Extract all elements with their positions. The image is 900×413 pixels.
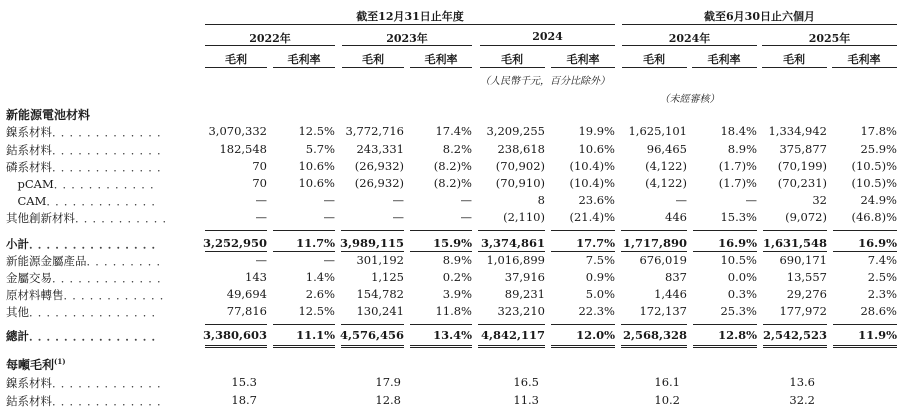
total-bottom-rule [273, 345, 335, 346]
row-leader-dots: ．．．．．．．．．．．．． [52, 160, 172, 174]
cell-value: 15.3% [720, 210, 757, 224]
cell-value: 15.9% [433, 236, 472, 250]
table-row [0, 210, 900, 226]
subtotal-bottom-rule [205, 251, 267, 252]
cell-value: 3,374,861 [480, 236, 545, 250]
cell-value: 16.9% [718, 236, 757, 250]
cell-value: (70,231) [777, 176, 827, 190]
total-bottom-rule [833, 347, 897, 348]
total-bottom-rule [621, 347, 687, 348]
row-label [6, 193, 166, 209]
period-rule-2022 [205, 45, 335, 46]
row-label-text: 鎳系材料 [6, 125, 52, 139]
cell-value: 11.9% [858, 328, 897, 342]
cell-value: 3,209,255 [486, 124, 545, 138]
cell-value: 13,557 [786, 270, 827, 284]
row-label [6, 393, 172, 409]
subtotal-top-rule [478, 230, 545, 231]
row-leader-dots: ．．．．．．．．．．．．． [52, 125, 172, 139]
subtotal-bottom-rule [763, 251, 827, 252]
row-label [6, 236, 166, 252]
per-ton-row [0, 393, 900, 409]
col-label-8: 毛利率 [707, 53, 741, 66]
period-rule-2024-fy [480, 45, 615, 46]
row-label [6, 375, 172, 391]
cell-value: 1,125 [371, 270, 404, 284]
table-row [0, 253, 900, 269]
total-top-rule [763, 324, 827, 325]
col-rule-5 [480, 67, 545, 68]
cell-value: 49,694 [226, 287, 267, 301]
col-label-1: 毛利 [225, 53, 247, 66]
cell-value: 182,548 [219, 142, 267, 156]
cell-value: 8.2% [442, 142, 472, 156]
section-new-energy: 新能源電池材料 [6, 108, 91, 122]
cell-value: 375,877 [779, 142, 827, 156]
col-rule-7 [622, 67, 687, 68]
subtotal-bottom-rule [833, 251, 897, 252]
row-label-text: 磷系材料 [6, 160, 52, 174]
col-label-10: 毛利率 [847, 53, 881, 66]
total-bottom-rule [410, 347, 472, 348]
subtotal-top-rule [833, 230, 897, 231]
cell-value: 3,252,950 [202, 236, 267, 250]
subtotal-top-rule [621, 230, 687, 231]
col-label-7: 毛利 [643, 53, 665, 66]
total-bottom-rule [621, 345, 687, 346]
per-ton-footnote: (1) [54, 357, 66, 366]
period-2024-hy: 2024年 [668, 32, 711, 45]
cell-value: 172,137 [639, 304, 687, 318]
row-leader-dots: ．．．．．．．．．．． [75, 211, 177, 225]
row-label-text: 鎳系材料 [6, 376, 52, 390]
row-label-text: 金屬交易 [6, 271, 52, 285]
cell-value: 23.6% [578, 193, 615, 207]
cell-value: (70,199) [777, 159, 827, 173]
cell-value: 28.6% [860, 304, 897, 318]
cell-value: 2.3% [867, 287, 897, 301]
cell-value: 89,231 [504, 287, 545, 301]
hy-group-header: 截至6月30日止六個月 [704, 10, 815, 23]
table-row [0, 159, 900, 175]
table-row [0, 124, 900, 140]
cell-value: 8.9% [727, 142, 757, 156]
cell-value: (26,932) [354, 159, 404, 173]
cell-value: 154,782 [356, 287, 404, 301]
cell-value: 243,331 [356, 142, 404, 156]
cell-value: — [675, 193, 687, 207]
cell-value: (1.7)% [718, 176, 757, 190]
cell-value: 12.5% [298, 124, 335, 138]
subtotal-bottom-rule [273, 251, 335, 252]
cell-value: 0.0% [727, 270, 757, 284]
cell-value: 1,334,942 [768, 124, 827, 138]
cell-value: 12.8 [375, 393, 401, 407]
cell-value: 323,210 [497, 304, 545, 318]
cell-value: 25.9% [860, 142, 897, 156]
cell-value: 25.3% [720, 304, 757, 318]
subtotal-top-rule [693, 230, 757, 231]
subtotal-bottom-rule [341, 251, 404, 252]
cell-value: 32 [812, 193, 827, 207]
cell-value: 11.3 [513, 393, 539, 407]
cell-value: 15.3 [231, 375, 257, 389]
cell-value: (10.5)% [851, 176, 897, 190]
col-rule-9 [762, 67, 827, 68]
row-label [6, 142, 172, 158]
cell-value: 130,241 [356, 304, 404, 318]
table-row [0, 328, 900, 344]
table-row [0, 193, 900, 209]
period-rule-2025-hy [762, 45, 897, 46]
period-2022: 2022年 [249, 32, 291, 45]
col-label-6: 毛利率 [566, 53, 600, 66]
cell-value: — [392, 193, 404, 207]
col-label-5: 毛利 [501, 53, 523, 66]
cell-value: 17.4% [435, 124, 472, 138]
subtotal-bottom-rule [693, 251, 757, 252]
subtotal-bottom-rule [551, 251, 615, 252]
total-top-rule [273, 324, 335, 325]
row-leader-dots: ．．．．．．．．．．．． [53, 177, 165, 191]
cell-value: 8 [537, 193, 545, 207]
cell-value: 2.5% [867, 270, 897, 284]
total-top-rule [341, 324, 404, 325]
total-top-rule [551, 324, 615, 325]
cell-value: — [323, 193, 335, 207]
cell-value: (46.8)% [851, 210, 897, 224]
cell-value: 676,019 [639, 253, 687, 267]
total-top-rule [478, 324, 545, 325]
row-label [6, 176, 165, 192]
cell-value: — [323, 210, 335, 224]
cell-value: 8.9% [442, 253, 472, 267]
row-leader-dots: ．．．．．．．．．．．．． [52, 376, 172, 390]
subtotal-bottom-rule [621, 251, 687, 252]
cell-value: 18.7 [231, 393, 257, 407]
cell-value: 17.7% [576, 236, 615, 250]
row-leader-dots: ．．．．．．．．．．．． [63, 288, 175, 302]
cell-value: 1,016,899 [486, 253, 545, 267]
row-leader-dots: ．．．．．．．．．．．．． [52, 271, 172, 285]
subtotal-top-rule [763, 230, 827, 231]
period-rule-2024-hy [622, 45, 757, 46]
row-leader-dots: ．．．．．．．．．．．．． [52, 143, 172, 157]
cell-value: (9,072) [785, 210, 827, 224]
row-label [6, 159, 172, 175]
period-2023: 2023年 [386, 32, 428, 45]
cell-value: 1.4% [305, 270, 335, 284]
cell-value: 5.0% [585, 287, 615, 301]
cell-value: (8.2)% [433, 159, 472, 173]
total-bottom-rule [763, 345, 827, 346]
col-label-4: 毛利率 [424, 53, 458, 66]
cell-value: 0.2% [442, 270, 472, 284]
table-row [0, 176, 900, 192]
total-bottom-rule [410, 345, 472, 346]
row-leader-dots: ．．．．．．．．．．．．．．． [29, 305, 166, 319]
cell-value: — [460, 193, 472, 207]
cell-value: 10.2 [654, 393, 680, 407]
cell-value: 24.9% [860, 193, 897, 207]
subtotal-top-rule [410, 230, 472, 231]
total-bottom-rule [341, 345, 404, 346]
cell-value: 32.2 [789, 393, 815, 407]
cell-value: (21.4)% [569, 210, 615, 224]
cell-value: 446 [665, 210, 687, 224]
col-rule-8 [692, 67, 757, 68]
cell-value: (4,122) [645, 159, 687, 173]
table-row [0, 270, 900, 286]
total-bottom-rule [833, 345, 897, 346]
total-top-rule [205, 324, 267, 325]
cell-value: 17.8% [860, 124, 897, 138]
cell-value: 70 [252, 159, 267, 173]
row-label [6, 210, 177, 226]
row-label-text: 總計 [6, 329, 29, 343]
cell-value: 4,842,117 [480, 328, 545, 342]
row-label [6, 270, 172, 286]
table-row [0, 236, 900, 252]
cell-value: (70,910) [495, 176, 545, 190]
period-2024-fy: 2024 [532, 30, 563, 43]
cell-value: (10.4)% [569, 159, 615, 173]
cell-value: — [392, 210, 404, 224]
total-bottom-rule [478, 347, 545, 348]
cell-value: 37,916 [504, 270, 545, 284]
row-label-text: 小計 [6, 237, 29, 251]
cell-value: 0.3% [727, 287, 757, 301]
total-bottom-rule [551, 345, 615, 346]
cell-value: 690,171 [779, 253, 827, 267]
per-ton-row [0, 375, 900, 391]
total-bottom-rule [763, 347, 827, 348]
row-label-text: 其他 [6, 305, 29, 319]
cell-value: 12.5% [298, 304, 335, 318]
row-label [6, 304, 166, 320]
cell-value: (8.2)% [433, 176, 472, 190]
cell-value: 3,070,332 [208, 124, 267, 138]
cell-value: — [255, 253, 267, 267]
subtotal-bottom-rule [478, 251, 545, 252]
cell-value: (10.4)% [569, 176, 615, 190]
cell-value: 238,618 [497, 142, 545, 156]
col-rule-3 [342, 67, 404, 68]
cell-value: 70 [252, 176, 267, 190]
row-leader-dots: ．．．．．．．．．．．．． [52, 394, 172, 408]
cell-value: 17.9 [375, 375, 401, 389]
unaudited-note: （未經審核） [659, 94, 720, 105]
cell-value: 29,276 [786, 287, 827, 301]
cell-value: 16.9% [858, 236, 897, 250]
subtotal-top-rule [551, 230, 615, 231]
cell-value: (26,932) [354, 176, 404, 190]
cell-value: 11.7% [296, 236, 335, 250]
table-row [0, 142, 900, 158]
col-rule-2 [273, 67, 335, 68]
subtotal-top-rule [341, 230, 404, 231]
cell-value: 143 [245, 270, 267, 284]
cell-value: — [255, 210, 267, 224]
fy-group-header: 截至12月31日止年度 [356, 10, 464, 23]
col-rule-10 [832, 67, 897, 68]
col-rule-4 [410, 67, 472, 68]
subtotal-top-rule [273, 230, 335, 231]
row-label [6, 253, 171, 269]
row-label [6, 124, 172, 140]
row-leader-dots: ．．．．．．．．．．．．．．． [29, 329, 166, 343]
per-ton-title: 每噸毛利 [6, 358, 55, 372]
cell-value: 3,989,115 [339, 236, 404, 250]
cell-value: 1,625,101 [628, 124, 687, 138]
total-bottom-rule [205, 345, 267, 346]
total-top-rule [833, 324, 897, 325]
total-bottom-rule [341, 347, 404, 348]
cell-value: 1,717,890 [622, 236, 687, 250]
period-2025-hy: 2025年 [808, 32, 851, 45]
total-bottom-rule [693, 347, 757, 348]
col-label-9: 毛利 [783, 53, 805, 66]
row-label-text: pCAM [6, 177, 54, 191]
cell-value: 2,542,523 [762, 328, 827, 342]
cell-value: 837 [665, 270, 687, 284]
cell-value: 11.1% [296, 328, 335, 342]
cell-value: 18.4% [720, 124, 757, 138]
col-label-3: 毛利 [362, 53, 384, 66]
cell-value: 3.9% [442, 287, 472, 301]
unit-note: （人民幣千元，百分比除外） [480, 76, 610, 87]
cell-value: 77,816 [226, 304, 267, 318]
table-row [0, 287, 900, 303]
cell-value: (10.5)% [851, 159, 897, 173]
cell-value: 2,568,328 [622, 328, 687, 342]
total-bottom-rule [693, 345, 757, 346]
col-rule-1 [205, 67, 267, 68]
col-rule-6 [551, 67, 615, 68]
cell-value: 12.0% [576, 328, 615, 342]
total-bottom-rule [551, 347, 615, 348]
row-label-text: 鈷系材料 [6, 143, 52, 157]
cell-value: 1,446 [654, 287, 687, 301]
cell-value: 7.4% [867, 253, 897, 267]
cell-value: 10.5% [720, 253, 757, 267]
cell-value: (2,110) [503, 210, 545, 224]
total-bottom-rule [205, 347, 267, 348]
cell-value: 0.9% [585, 270, 615, 284]
total-bottom-rule [273, 347, 335, 348]
row-leader-dots: ．．．．．．．．．．．．． [46, 194, 166, 208]
cell-value: 22.3% [578, 304, 615, 318]
cell-value: 19.9% [578, 124, 615, 138]
cell-value: 12.8% [718, 328, 757, 342]
row-label [6, 287, 174, 303]
cell-value: 16.1 [654, 375, 680, 389]
fy-group-rule [205, 24, 615, 25]
cell-value: 10.6% [298, 176, 335, 190]
cell-value: (70,902) [495, 159, 545, 173]
cell-value: — [255, 193, 267, 207]
cell-value: 11.8% [435, 304, 472, 318]
period-rule-2023 [342, 45, 472, 46]
row-label-text: 新能源金屬產品 [6, 254, 87, 268]
cell-value: (4,122) [645, 176, 687, 190]
total-top-rule [621, 324, 687, 325]
subtotal-bottom-rule [410, 251, 472, 252]
cell-value: 13.4% [433, 328, 472, 342]
cell-value: 10.6% [298, 159, 335, 173]
total-bottom-rule [478, 345, 545, 346]
col-label-2: 毛利率 [287, 53, 321, 66]
cell-value: 13.6 [789, 375, 815, 389]
row-leader-dots: ．．．．．．．．． [86, 254, 171, 268]
table-row [0, 304, 900, 320]
cell-value: 3,772,716 [345, 124, 404, 138]
subtotal-top-rule [205, 230, 267, 231]
cell-value: 7.5% [585, 253, 615, 267]
cell-value: 4,576,456 [339, 328, 404, 342]
hy-group-rule [622, 24, 897, 25]
cell-value: 96,465 [646, 142, 687, 156]
cell-value: 10.6% [578, 142, 615, 156]
cell-value: — [460, 210, 472, 224]
cell-value: 177,972 [779, 304, 827, 318]
cell-value: 16.5 [513, 375, 539, 389]
row-label-text: 其他創新材料 [6, 211, 75, 225]
cell-value: 3,380,603 [202, 328, 267, 342]
cell-value: — [745, 193, 757, 207]
cell-value: 5.7% [305, 142, 335, 156]
total-top-rule [410, 324, 472, 325]
row-label-text: 鈷系材料 [6, 394, 52, 408]
row-leader-dots: ．．．．．．．．．．．．．．． [29, 237, 166, 251]
cell-value: (1.7)% [718, 159, 757, 173]
row-label [6, 328, 166, 344]
section-per-ton [6, 356, 66, 373]
total-top-rule [693, 324, 757, 325]
cell-value: 2.6% [305, 287, 335, 301]
cell-value: — [323, 253, 335, 267]
row-label-text: CAM [6, 194, 47, 208]
cell-value: 301,192 [356, 253, 404, 267]
cell-value: 1,631,548 [762, 236, 827, 250]
row-label-text: 原材料轉售 [6, 288, 64, 302]
